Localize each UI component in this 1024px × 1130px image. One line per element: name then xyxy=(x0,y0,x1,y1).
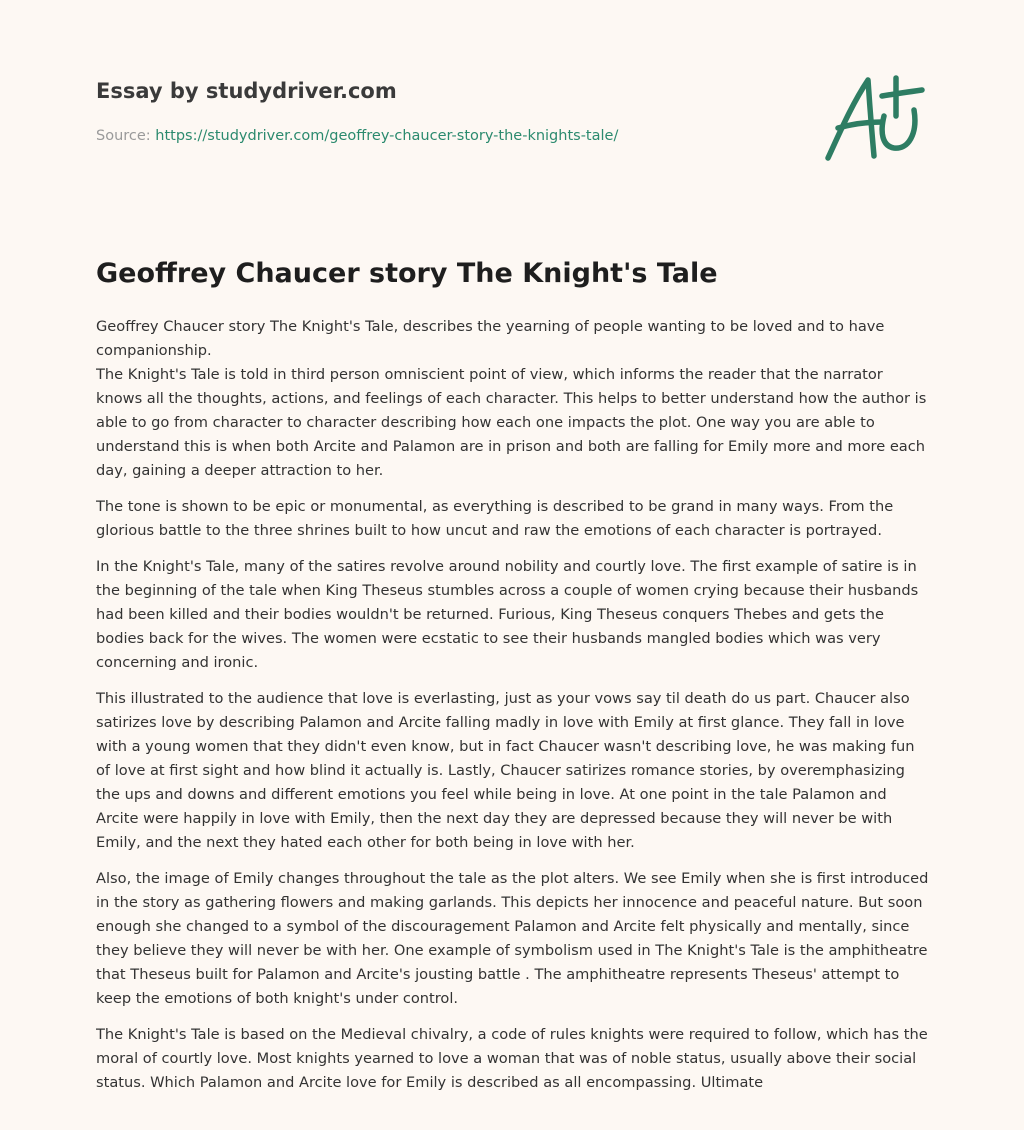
site-brand: Essay by studydriver.com xyxy=(96,79,397,103)
article-paragraph: The Knight's Tale is based on the Medieval chivalry, a code of rules knights were required to follow, which has the moral of courtly love. Most knights yearned to love a woman that was of noble status, usually above their social status. Which Palamon and Arcite love for Emily is described as all encompassing. Ultimate xyxy=(96,1026,928,1091)
article-paragraph: In the Knight's Tale, many of the satires revolve around nobility and courtly love. The first example of satire is in the beginning of the tale when King Theseus stumbles across a couple of women crying because their husbands had been killed and their bodies wouldn't be returned. Furious, King Theseus conquers Thebes and gets the bodies back for the wives. The women were ecstatic to see their husbands mangled bodies which was very concerning and ironic. xyxy=(96,558,919,671)
source-line xyxy=(96,126,796,146)
source-link[interactable]: https://studydriver.com/geoffrey-chaucer-story-the-knights-tale/ xyxy=(155,128,619,144)
essay-header xyxy=(96,78,796,146)
article-body xyxy=(96,315,932,1130)
article-paragraph: This illustrated to the audience that love is everlasting, just as your vows say til death do us part. Chaucer also satirizes love by describing Palamon and Arcite falling madly in love with Emily at first glance. They fall in love with a young women that they didn't even know, but in fact Chaucer wasn't describing love, he was making fun of love at first sight and how blind it actually is. Lastly, Chaucer satirizes romance stories, by overemphasizing the ups and downs and different emotions you feel while being in love. At one point in the tale Palamon and Arcite were happily in love with Emily, then the next day they are depressed because they will never be with Emily, and the next they hated each other for both being in love with her. xyxy=(96,690,915,851)
article-paragraph: The tone is shown to be epic or monumental, as everything is described to be grand in many ways. From the glorious battle to the three shrines built to how uncut and raw the emotions of each character is portrayed. xyxy=(96,498,894,539)
article-paragraph: Geoffrey Chaucer story The Knight's Tale, describes the yearning of people wanting to be loved and to have companionship. The Knight's Tale is told in third person omniscient point of view, which informs the reader that the narrator knows all the thoughts, actions, and feelings of each character. This helps to better understand how the author is able to go from character to character describing how each one impacts the plot. One way you are able to understand this is when both Arcite and Palamon are in prison and both are falling for Emily more and more each day, gaining a deeper attraction to her. xyxy=(96,318,927,479)
a-plus-logo-icon xyxy=(822,70,926,166)
article-paragraph: Also, the image of Emily changes throughout the tale as the plot alters. We see Emily when she is first introduced in the story as gathering flowers and making garlands. This depicts her innocence and peaceful nature. But soon enough she changed to a symbol of the discouragement Palamon and Arcite felt physically and mentally, since they believe they will never be with her. One example of symbolism used in The Knight's Tale is the amphitheatre that Theseus built for Palamon and Arcite's jousting battle . The amphitheatre represents Theseus' attempt to keep the emotions of both knight's under control. xyxy=(96,870,929,1007)
source-label: Source: xyxy=(96,128,151,144)
article-title: Geoffrey Chaucer story The Knight's Tale xyxy=(96,258,718,289)
